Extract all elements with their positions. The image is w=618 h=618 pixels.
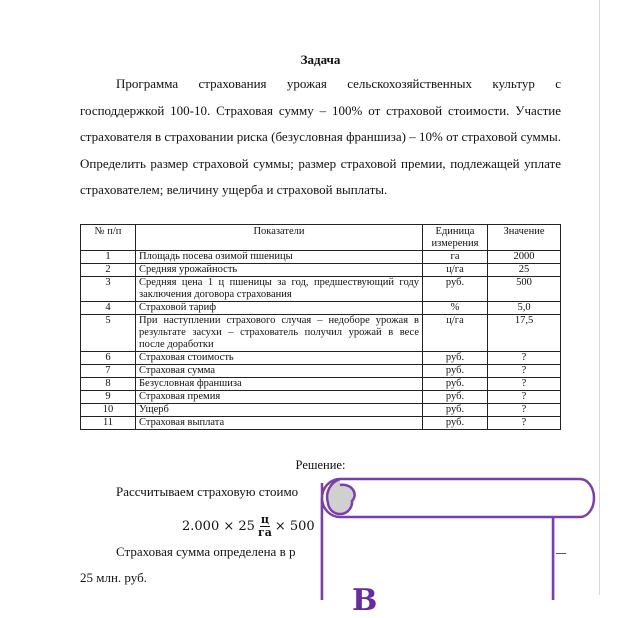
table-header-row <box>81 225 561 251</box>
row-unit: ц/га <box>423 315 488 352</box>
row-number: 5 <box>81 315 136 352</box>
formula-times-1: × <box>223 519 235 534</box>
row-indicator: Средняя урожайность <box>136 264 423 277</box>
row-unit: га <box>423 251 488 264</box>
row-unit: руб. <box>423 365 488 378</box>
formula <box>182 514 315 539</box>
scroll-banner <box>318 475 598 600</box>
table-row <box>81 315 561 352</box>
table-row <box>81 302 561 315</box>
table-body <box>81 251 561 430</box>
row-value: ? <box>488 352 561 365</box>
formula-unit-fraction <box>258 514 272 539</box>
row-number: 8 <box>81 378 136 391</box>
row-number: 4 <box>81 302 136 315</box>
table-row <box>81 417 561 430</box>
table-row <box>81 251 561 264</box>
row-indicator: Средняя цена 1 ц пшеницы за год, предшествующий году заключения договора страхования <box>136 277 423 302</box>
formula-area: 2.000 <box>182 519 220 534</box>
row-indicator: Страховая сумма <box>136 365 423 378</box>
row-value: ? <box>488 378 561 391</box>
row-unit: руб. <box>423 417 488 430</box>
task-title: Задача <box>300 52 341 67</box>
banner-text: В <box>352 583 378 618</box>
row-unit: руб. <box>423 404 488 417</box>
row-indicator: Страховая премия <box>136 391 423 404</box>
table-row <box>81 404 561 417</box>
row-unit: руб. <box>423 352 488 365</box>
row-number: 6 <box>81 352 136 365</box>
task-description: Программа страхования урожая сельскохозяйственных культур с господдержкой 100-10. Страховая сумму – 100% от страховой стоимости. Участие страхователя в страховании риска (безусловная франшиза) – 10% от страховой суммы. Определить размер страховой суммы; размер страховой премии, подлежащей уплате страхователем; величину ущерба и страховой выплаты. <box>80 76 561 197</box>
table-row <box>81 391 561 404</box>
header-indicator: Показатели <box>136 225 423 251</box>
row-indicator: Площадь посева озимой пшеницы <box>136 251 423 264</box>
row-unit: руб. <box>423 378 488 391</box>
formula-price: 500 <box>289 519 315 534</box>
row-number: 11 <box>81 417 136 430</box>
formula-yield: 25 <box>238 519 255 534</box>
header-num: № п/п <box>81 225 136 251</box>
row-value: ? <box>488 391 561 404</box>
row-indicator: При наступлении страхового случая – недоборе урожая в результате засухи – страхователь получил урожай в весе после доработки <box>136 315 423 352</box>
row-unit: ц/га <box>423 264 488 277</box>
table-row <box>81 264 561 277</box>
header-unit: Единица измерения <box>423 225 488 251</box>
row-number: 9 <box>81 391 136 404</box>
row-number: 7 <box>81 365 136 378</box>
formula-times-2: × <box>274 519 286 534</box>
row-value: ? <box>488 365 561 378</box>
solution-line-2: Страховая сумма определена в р <box>116 544 296 559</box>
row-value: 17,5 <box>488 315 561 352</box>
table-row <box>81 365 561 378</box>
row-number: 10 <box>81 404 136 417</box>
row-value: 2000 <box>488 251 561 264</box>
row-unit: руб. <box>423 277 488 302</box>
fraction-denominator: га <box>257 526 272 539</box>
row-indicator: Ущерб <box>136 404 423 417</box>
solution-line-3: 25 млн. руб. <box>80 570 147 585</box>
row-indicator: Страховая выплата <box>136 417 423 430</box>
row-value: 500 <box>488 277 561 302</box>
row-number: 2 <box>81 264 136 277</box>
row-number: 3 <box>81 277 136 302</box>
indicators-table <box>80 224 561 430</box>
row-value: ? <box>488 404 561 417</box>
solution-line-1: Рассчитываем страховую стоимо <box>116 484 299 499</box>
table-row <box>81 352 561 365</box>
row-indicator: Страховая стоимость <box>136 352 423 365</box>
row-value: 5,0 <box>488 302 561 315</box>
row-unit: руб. <box>423 391 488 404</box>
fraction-numerator: ц <box>260 513 269 526</box>
row-unit: % <box>423 302 488 315</box>
row-indicator: Безусловная франшиза <box>136 378 423 391</box>
solution-heading: Решение: <box>295 458 346 472</box>
table-row <box>81 277 561 302</box>
row-indicator: Страховой тариф <box>136 302 423 315</box>
row-value: 25 <box>488 264 561 277</box>
row-number: 1 <box>81 251 136 264</box>
row-value: ? <box>488 417 561 430</box>
header-value: Значение <box>488 225 561 251</box>
scroll-top-roll <box>322 479 594 517</box>
table-row <box>81 378 561 391</box>
